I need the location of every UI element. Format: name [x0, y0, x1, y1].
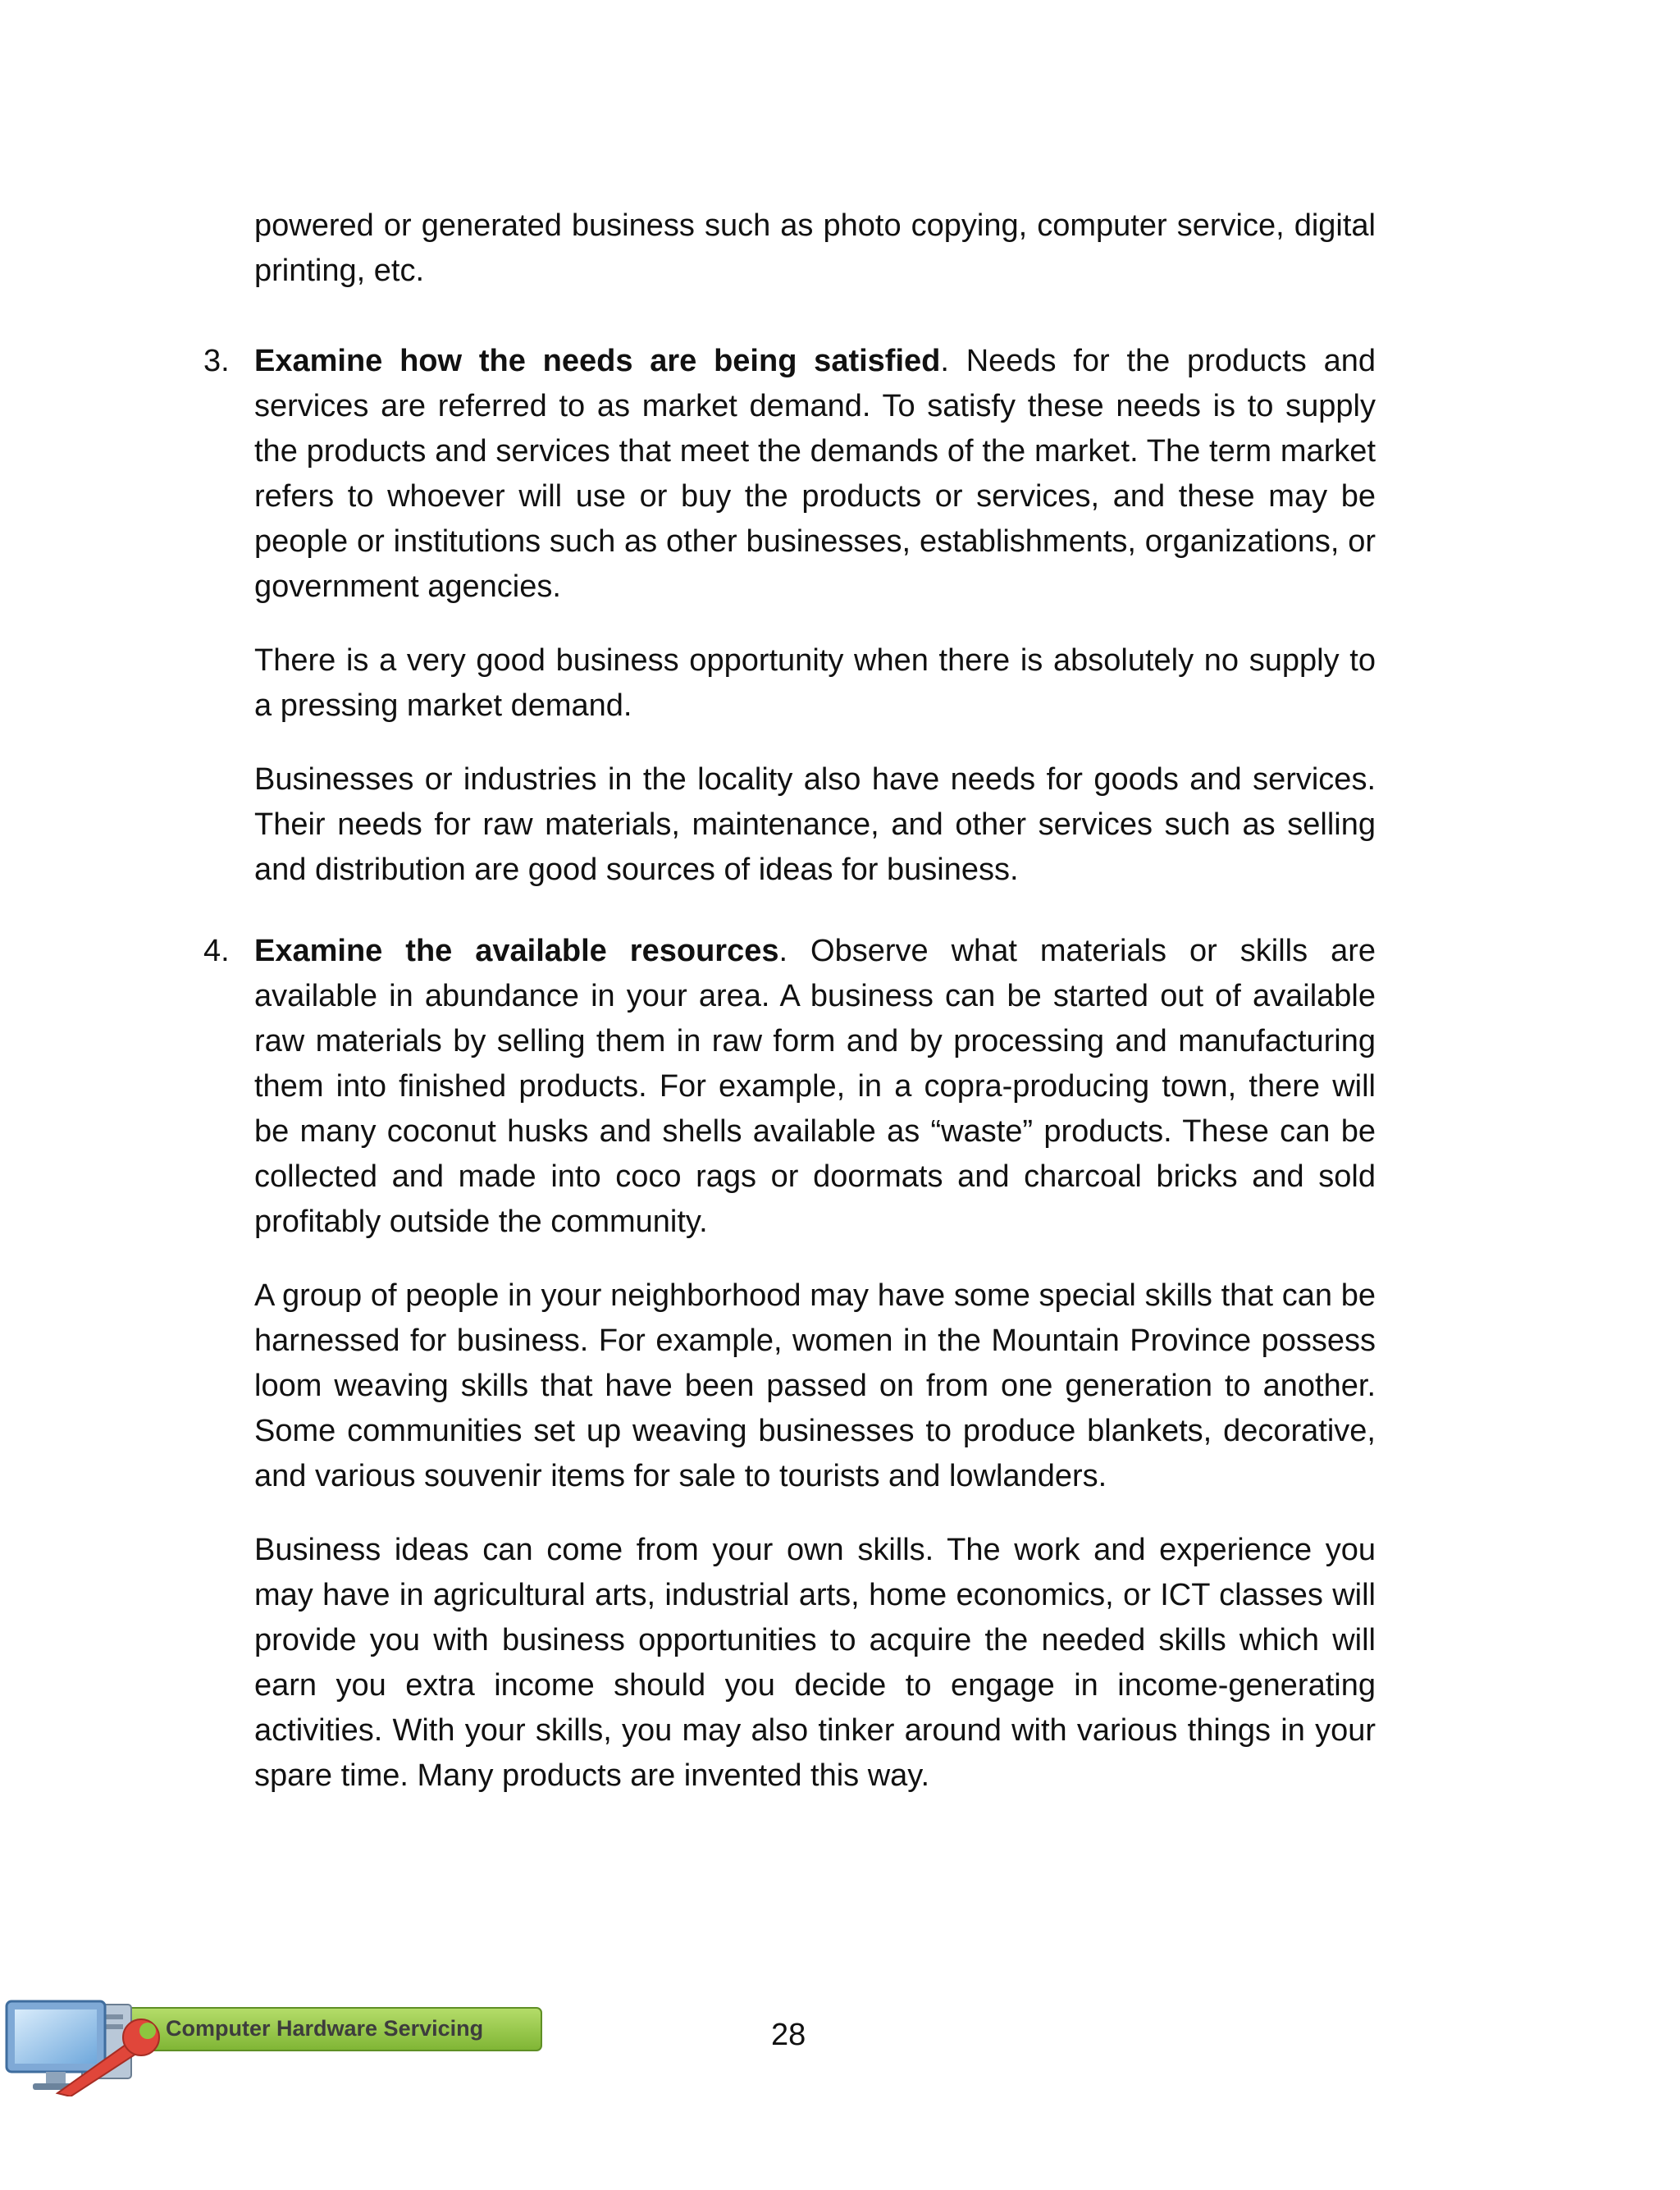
page-number: 28	[771, 2018, 806, 2052]
item-lead-paragraph	[254, 929, 1376, 1245]
item-lead-text: . Observe what materials or skills are available in abundance in your area. A business can be started out of available raw materials by selling them in raw form and by processing and manufacturing them into finished products. For example, in a copra-producing town, there will be many coconut husks and shells available as “waste” products. These can be collected and made into coco rags or doormats and charcoal bricks and sold profitably outside the community.	[254, 934, 1376, 1239]
list-item-4	[203, 929, 1376, 1799]
item-lead-paragraph	[254, 339, 1376, 610]
list-number: 3.	[203, 344, 230, 378]
list-number: 4.	[203, 934, 230, 968]
list-item-3	[203, 339, 1376, 893]
logo-label: Computer Hardware Servicing	[166, 2016, 484, 2041]
computer-icon	[7, 2001, 131, 2090]
item-paragraph: Businesses or industries in the locality also have needs for goods and services. Their needs for raw materials, maintenance, and other services such as selling and distribution are good sources of ideas for business.	[254, 762, 1376, 887]
item-paragraph: A group of people in your neighborhood may have some special skills that can be harnessed for business. For example, women in the Mountain Province possess loom weaving skills that have been passed on from one generation to another. Some communities set up weaving businesses to produce blankets, decorative, and various souvenir items for sale to tourists and lowlanders.	[254, 1278, 1376, 1493]
item-heading: Examine how the needs are being satisfied	[254, 344, 941, 378]
item-paragraph: There is a very good business opportunity when there is absolutely no supply to a pressing market demand.	[254, 643, 1376, 723]
intro-paragraph: powered or generated business such as photo copying, computer service, digital printing, etc.	[254, 208, 1376, 288]
computer-hardware-servicing-logo	[0, 1990, 566, 2096]
item-paragraph: Business ideas can come from your own skills. The work and experience you may have in agricultural arts, industrial arts, home economics, or ICT classes will provide you with business opportunities to acquire the needed skills which will earn you extra income should you decide to engage in income-generating activities. With your skills, you may also tinker around with various things in your spare time. Many products are invented this way.	[254, 1533, 1376, 1793]
item-lead-text: . Needs for the products and services are referred to as market demand. To satisfy these needs is to supply the products and services that meet the demands of the market. The term market refers to whoever will use or buy the products or services, and these may be people or institutions such as other businesses, establishments, organizations, or government agencies.	[254, 344, 1376, 604]
document-body	[203, 203, 1376, 1799]
item-heading: Examine the available resources	[254, 934, 779, 968]
